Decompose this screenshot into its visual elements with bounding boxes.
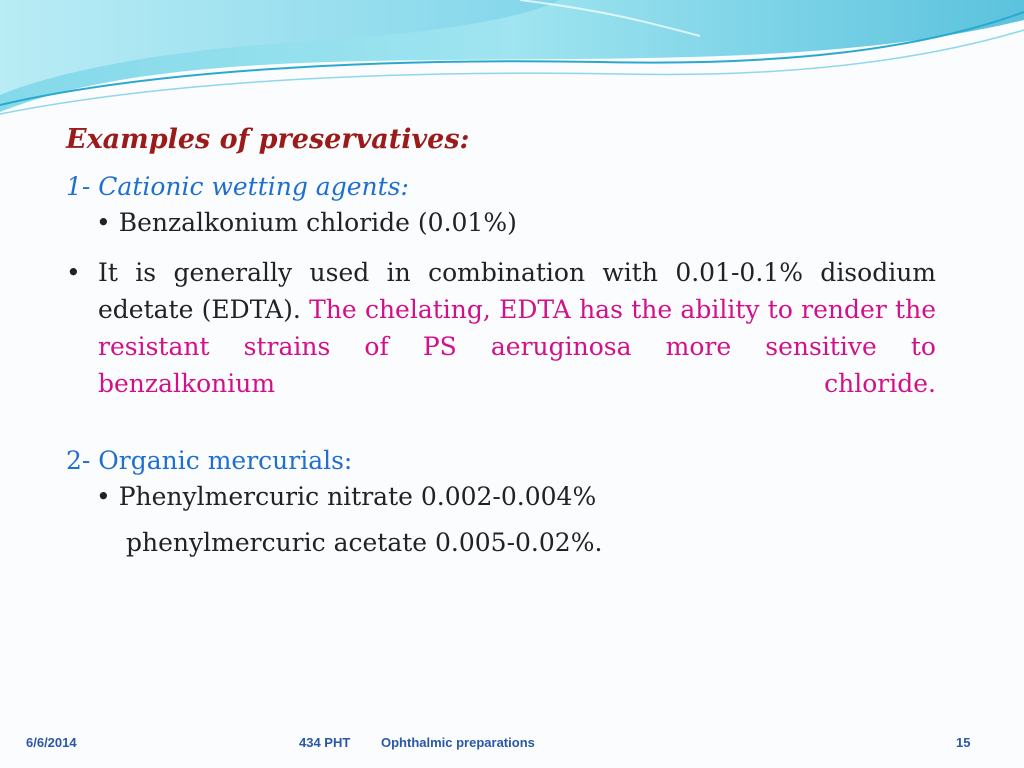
section-1-item: • Benzalkonium chloride (0.01%) (96, 208, 517, 237)
footer-date: 6/6/2014 (26, 735, 77, 750)
bullet-icon: • (66, 258, 81, 287)
section-2-item-1: • Phenylmercuric nitrate 0.002-0.004% (96, 482, 597, 511)
paragraph-plain-text: It is generally used in combination with 0.01-0.1% disodium edetate (EDTA). (98, 258, 936, 324)
footer-title: Ophthalmic preparations (381, 735, 535, 750)
section-2-title: 2- Organic mercurials: (66, 446, 353, 475)
paragraph-text (98, 254, 936, 402)
edta-paragraph (66, 254, 936, 402)
footer-page-number: 15 (956, 735, 971, 750)
section-2-item-2: phenylmercuric acetate 0.005-0.02%. (126, 528, 603, 557)
paragraph-highlight-text: The chelating, EDTA has the ability to render the resistant strains of PS aeruginosa more sensitive to benzalkonium chloride. (98, 295, 936, 398)
section-1-title: 1- Cationic wetting agents: (66, 172, 409, 201)
header-wave-decoration (0, 0, 1024, 130)
footer-course: 434 PHT (299, 735, 351, 750)
slide-heading: Examples of preservatives: (66, 124, 470, 155)
